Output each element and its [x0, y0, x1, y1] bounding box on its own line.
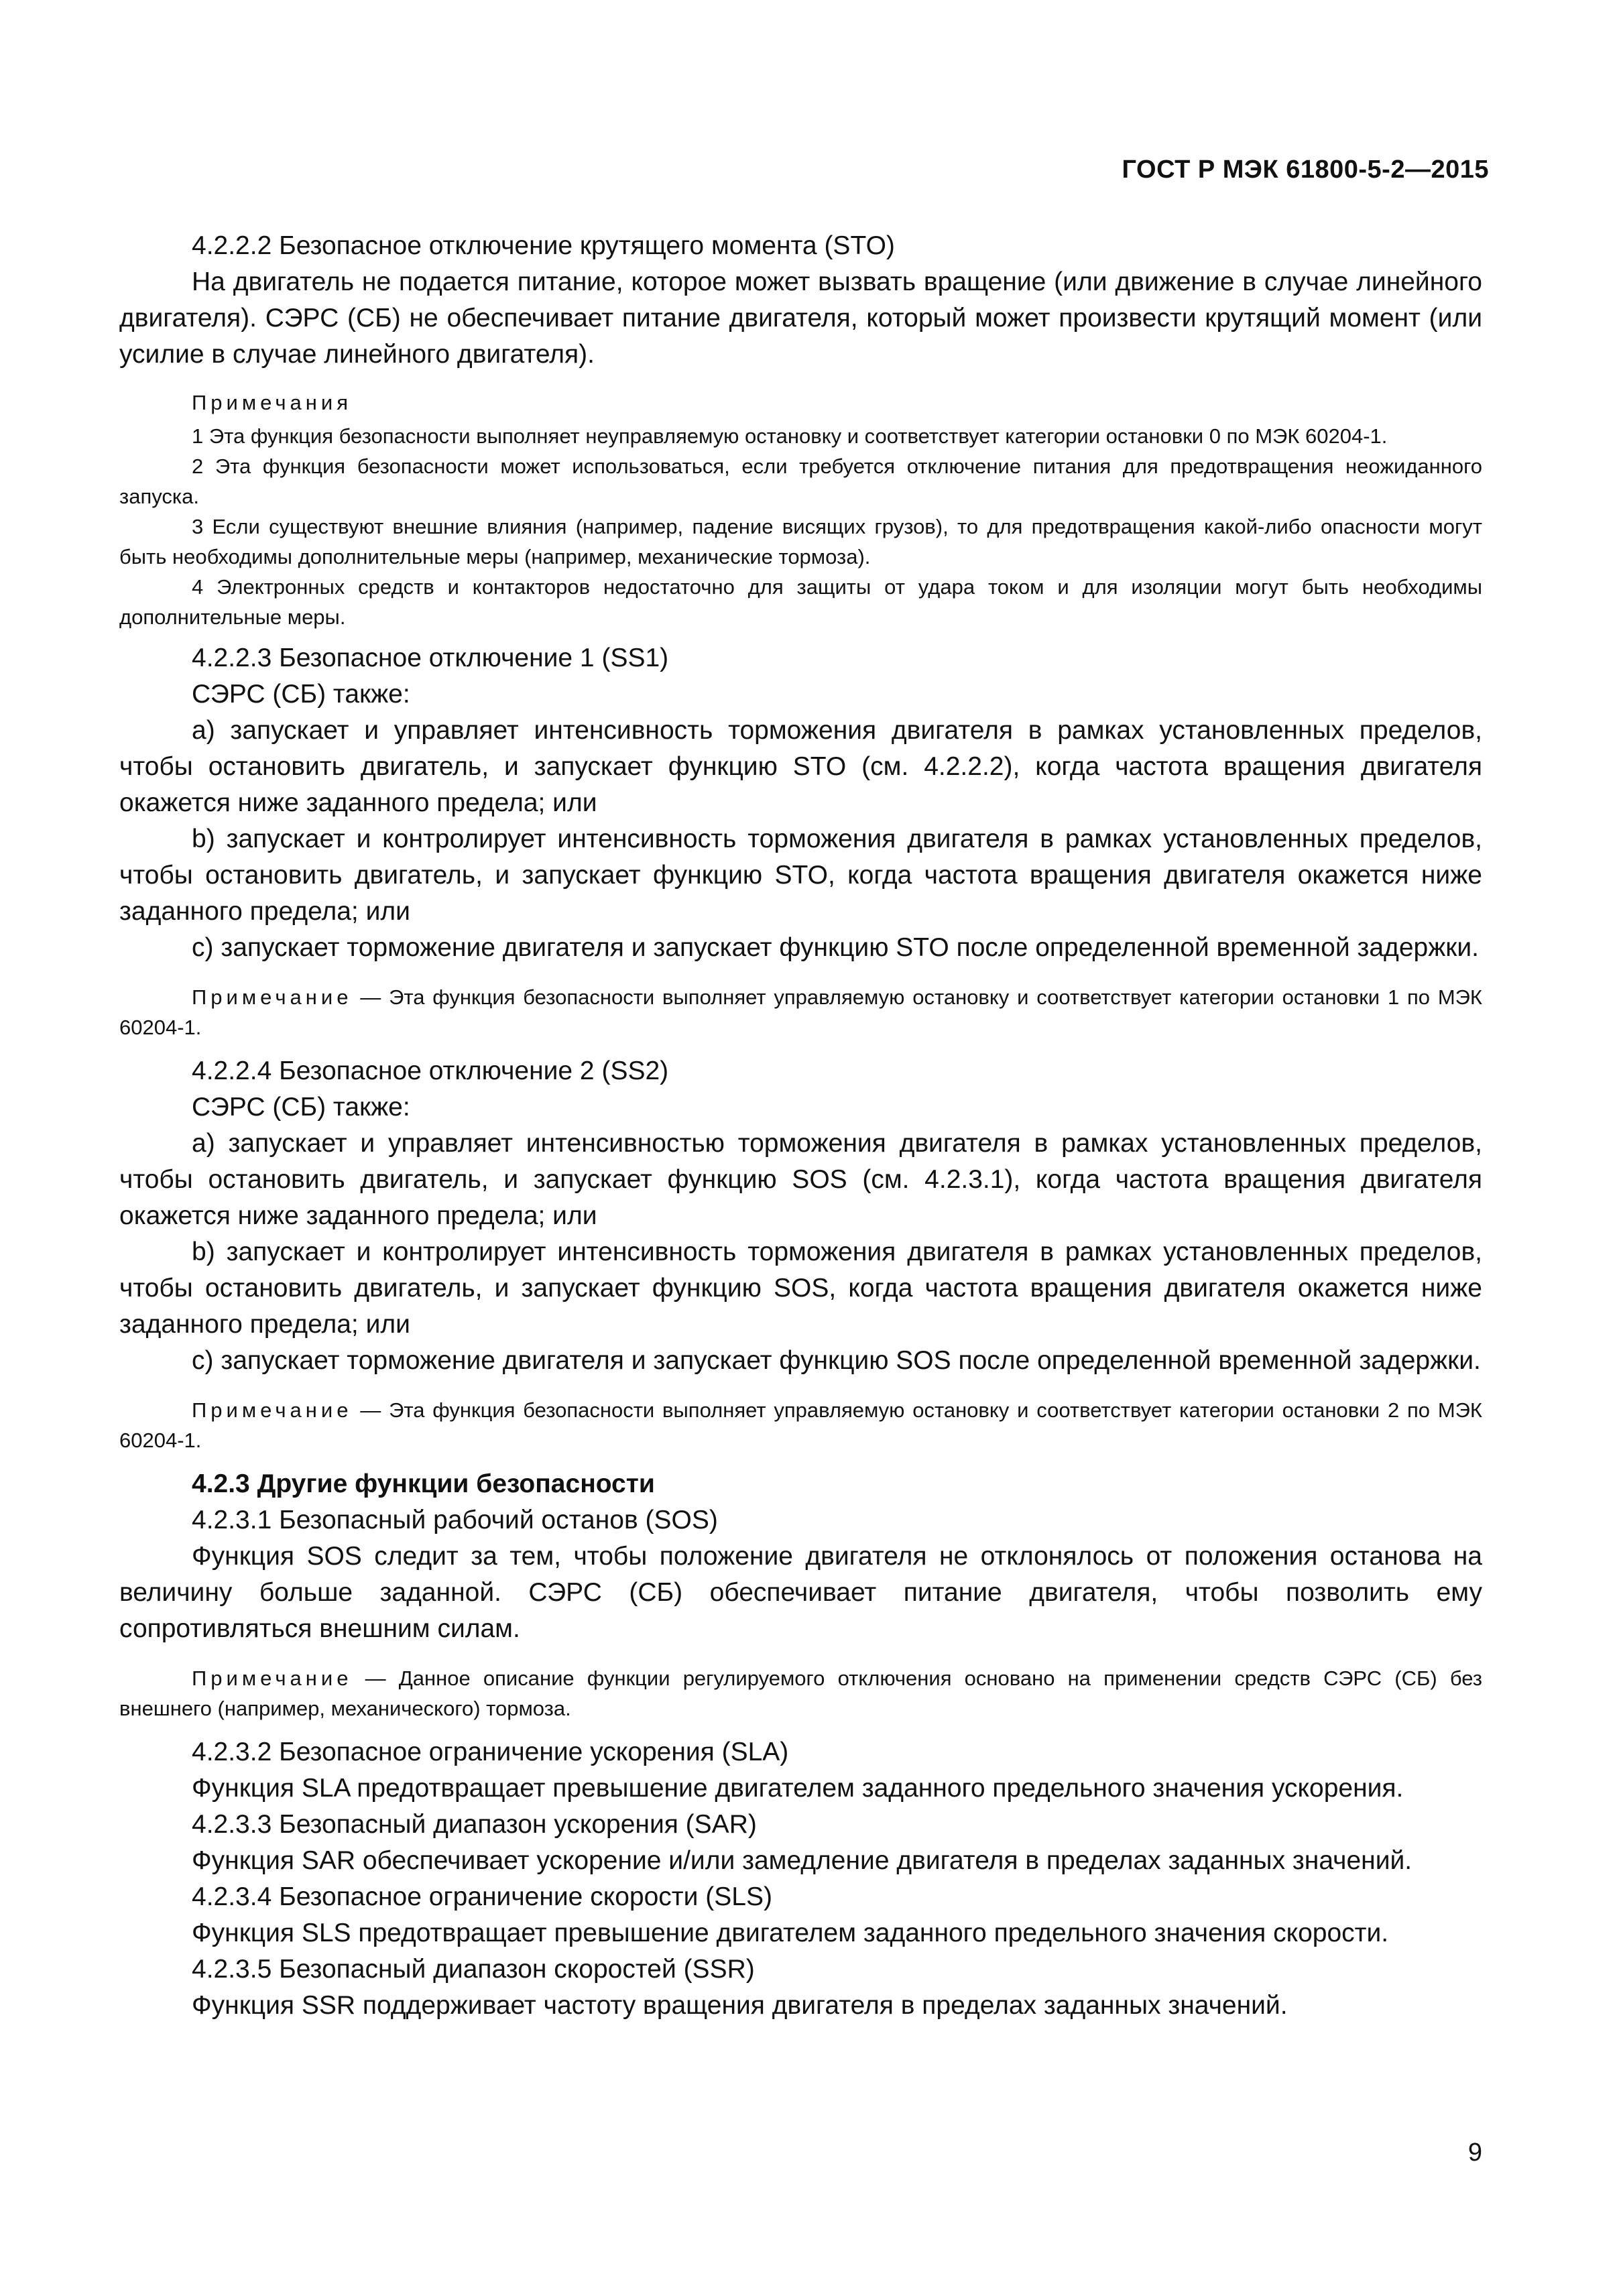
ss2-note-label: Примечание [192, 1398, 353, 1422]
heading-4-2-3-2: 4.2.3.2 Безопасное ограничение ускорения (SLA) [192, 1738, 789, 1766]
ss1-note-label: Примечание [192, 985, 353, 1009]
standard-designation: ГОСТ Р МЭК 61800-5-2—2015 [1122, 156, 1489, 184]
paragraph-sos: Функция SOS следит за тем, чтобы положение двигателя не отклонялось от положения останова на величину больше заданной. СЭРС (СБ) обеспечивает питание двигателя, чтобы позволить ему сопротивляться внешним силам. [119, 1542, 1482, 1643]
ss2-note-text: Эта функция безопасности выполняет управляемую остановку и соответствует категории остановки 2 по МЭК 60204-1. [119, 1398, 1482, 1452]
ss1-item-b: b) запускает и контролирует интенсивность торможения двигателя в рамках установленных пределов, чтобы остановить двигатель, и запускает функцию STO, когда частота вращения двигателя окажется ниже заданного предела; или [119, 825, 1482, 926]
heading-4-2-3-1: 4.2.3.1 Безопасный рабочий останов (SOS) [192, 1506, 718, 1534]
note-3: 3 Если существуют внешние влияния (например, падение висящих грузов), то для предотвращения какой-либо опасности могут быть необходимы дополнительные меры (например, механические тормоза). [119, 515, 1482, 568]
note-1: 1 Эта функция безопасности выполняет неуправляемую остановку и соответствует категории остановки 0 по МЭК 60204-1. [192, 424, 1388, 448]
heading-4-2-3-5: 4.2.3.5 Безопасный диапазон скоростей (SSR) [192, 1955, 755, 1984]
ss2-note: Примечание — Эта функция безопасности выполняет управляемую остановку и соответствует категории остановки 2 по МЭК 60204-1. [119, 1398, 1482, 1452]
paragraph-sls: Функция SLS предотвращает превышение двигателем заданного предельного значения скорости. [192, 1919, 1389, 1947]
ss2-item-b: b) запускает и контролирует интенсивность торможения двигателя в рамках установленных пределов, чтобы остановить двигатель, и запускает функцию SOS, когда частота вращения двигателя окажется ниже заданного предела; или [119, 1237, 1482, 1339]
ss1-note-text: Эта функция безопасности выполняет управляемую остановку и соответствует категории остановки 1 по МЭК 60204-1. [119, 985, 1482, 1039]
ss2-item-a: a) запускает и управляет интенсивностью торможения двигателя в рамках установленных пределов, чтобы остановить двигатель, и запускает функцию SOS (см. 4.2.3.1), когда частота вращения двигателя окажется ниже заданного предела; или [119, 1129, 1482, 1230]
page-number: 9 [1467, 2138, 1482, 2167]
paragraph-ssr: Функция SSR поддерживает частоту вращения двигателя в пределах заданных значений. [192, 1991, 1288, 2020]
notes-title: Примечания [192, 391, 352, 414]
ss2-intro: СЭРС (СБ) также: [192, 1093, 410, 1122]
ss1-intro: СЭРС (СБ) также: [192, 680, 410, 709]
note-4: 4 Электронных средств и контакторов недостаточно для защиты от удара током и для изоляции могут быть необходимы дополнительные меры. [119, 575, 1482, 629]
paragraph-sla: Функция SLA предотвращает превышение двигателем заданного предельного значения ускорения. [192, 1774, 1404, 1803]
ss1-note: Примечание — Эта функция безопасности выполняет управляемую остановку и соответствует категории остановки 1 по МЭК 60204-1. [119, 985, 1482, 1039]
page-content [119, 228, 1482, 2024]
paragraph-sar: Функция SAR обеспечивает ускорение и/или замедление двигателя в пределах заданных значений. [192, 1846, 1412, 1875]
sos-note: Примечание — Данное описание функции регулируемого отключения основано на применении средств СЭРС (СБ) без внешнего (например, механического) тормоза. [119, 1667, 1482, 1720]
sos-note-text: Данное описание функции регулируемого отключения основано на применении средств СЭРС (СБ) без внешнего (например, механического) тормоза. [119, 1667, 1482, 1720]
ss1-item-a: a) запускает и управляет интенсивность торможения двигателя в рамках установленных пределов, чтобы остановить двигатель, и запускает функцию STO (см. 4.2.2.2), когда частота вращения двигателя окажется ниже заданного предела; или [119, 716, 1482, 817]
note-2: 2 Эта функция безопасности может использоваться, если требуется отключение питания для предотвращения неожиданного запуска. [119, 455, 1482, 508]
paragraph-sto: На двигатель не подается питание, которое может вызвать вращение (или движение в случае линейного двигателя). СЭРС (СБ) не обеспечивает питание двигателя, который может произвести крутящий момент (или усилие в случае линейного двигателя). [119, 267, 1482, 369]
heading-4-2-2-3: 4.2.2.3 Безопасное отключение 1 (SS1) [192, 644, 669, 672]
heading-4-2-2-4: 4.2.2.4 Безопасное отключение 2 (SS2) [192, 1056, 669, 1085]
heading-4-2-3: 4.2.3 Другие функции безопасности [192, 1469, 655, 1498]
heading-4-2-3-4: 4.2.3.4 Безопасное ограничение скорости (SLS) [192, 1882, 772, 1911]
heading-4-2-2-2: 4.2.2.2 Безопасное отключение крутящего момента (STO) [192, 231, 895, 260]
sos-note-label: Примечание [192, 1667, 353, 1690]
heading-4-2-3-3: 4.2.3.3 Безопасный диапазон ускорения (SAR) [192, 1810, 757, 1839]
ss1-item-c: c) запускает торможение двигателя и запускает функцию STO после определенной временной задержки. [192, 933, 1479, 962]
ss2-item-c: c) запускает торможение двигателя и запускает функцию SOS после определенной временной задержки. [192, 1346, 1481, 1375]
